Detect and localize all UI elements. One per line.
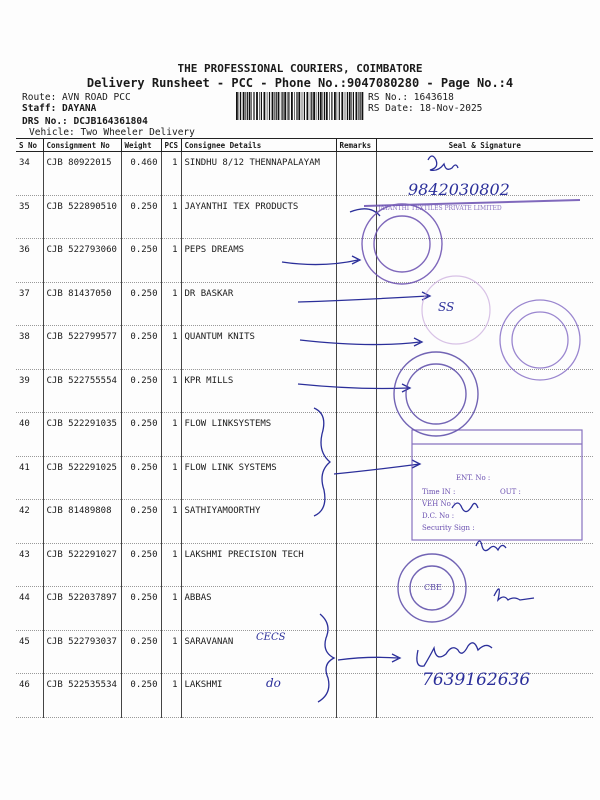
barcode-bar: [339, 92, 340, 120]
cell-seal: [376, 587, 593, 631]
cell-pcs: 1: [161, 456, 181, 500]
cell-cons: CJB 522799577: [43, 326, 121, 370]
barcode-bar: [274, 92, 275, 120]
barcode-bar: [253, 92, 254, 120]
runsheet-title: Delivery Runsheet - PCC - Phone No.:9047080280 - Page No.:4: [86, 76, 514, 90]
barcode-bar: [278, 92, 280, 120]
cell-weight: 0.250: [121, 456, 161, 500]
cell-remarks: [336, 500, 376, 544]
cell-consignee: LAKSHMI PRECISION TECH: [181, 543, 336, 587]
cell-remarks: [336, 413, 376, 457]
barcode-bar: [288, 92, 289, 120]
cell-sno: 34: [16, 152, 43, 196]
col-consignee: Consignee Details: [181, 139, 336, 152]
cell-cons: CJB 522890510: [43, 195, 121, 239]
cell-sno: 42: [16, 500, 43, 544]
cell-pcs: 1: [161, 369, 181, 413]
barcode-bar: [320, 92, 322, 120]
cell-sno: 36: [16, 239, 43, 283]
cell-cons: CJB 522037897: [43, 587, 121, 631]
handwritten-phone-2: 7639162636: [422, 670, 531, 690]
cell-weight: 0.250: [121, 369, 161, 413]
cell-cons: CJB 522793037: [43, 630, 121, 674]
cell-weight: 0.460: [121, 152, 161, 196]
table-row: [16, 630, 593, 674]
cell-seal: [376, 239, 593, 283]
cell-consignee: QUANTUM KNITS: [181, 326, 336, 370]
barcode-bar: [236, 92, 238, 120]
table-row: [16, 413, 593, 457]
cell-cons: CJB 522291025: [43, 456, 121, 500]
barcode-bar: [298, 92, 300, 120]
cell-consignee: SARAVANAN: [181, 630, 336, 674]
barcode-bar: [269, 92, 270, 120]
barcode-bar: [316, 92, 317, 120]
barcode-bar: [324, 92, 325, 120]
barcode-bar: [334, 92, 336, 120]
stamp-ent-no: ENT. No :: [456, 474, 491, 482]
table-row: [16, 195, 593, 239]
cell-weight: 0.250: [121, 195, 161, 239]
drs-label: DRS No.: DCJB164361804: [22, 116, 148, 127]
table-row: [16, 587, 593, 631]
cell-weight: 0.250: [121, 543, 161, 587]
barcode-bar: [310, 92, 311, 120]
cell-weight: 0.250: [121, 326, 161, 370]
table-row: [16, 543, 593, 587]
barcode-bar: [259, 92, 260, 120]
barcode-bar: [304, 92, 305, 120]
barcode-bar: [356, 92, 358, 120]
barcode-bar: [337, 92, 338, 120]
stamp-out: OUT :: [500, 488, 521, 496]
barcode-bar: [362, 92, 364, 120]
cell-cons: CJB 522755554: [43, 369, 121, 413]
cell-sno: 35: [16, 195, 43, 239]
table-row: [16, 369, 593, 413]
cell-remarks: [336, 239, 376, 283]
barcode-bar: [239, 92, 240, 120]
cell-weight: 0.250: [121, 630, 161, 674]
vehicle-label: Vehicle: Two Wheeler Delivery: [29, 127, 195, 138]
cell-cons: CJB 522291035: [43, 413, 121, 457]
cell-pcs: 1: [161, 630, 181, 674]
cell-pcs: 1: [161, 326, 181, 370]
cell-weight: 0.250: [121, 587, 161, 631]
cell-sno: 39: [16, 369, 43, 413]
handwritten-phone-1: 9842030802: [408, 180, 510, 199]
cell-sno: 43: [16, 543, 43, 587]
cell-weight: 0.250: [121, 239, 161, 283]
barcode-bar: [349, 92, 351, 120]
cell-pcs: 1: [161, 195, 181, 239]
barcode-bar: [351, 92, 352, 120]
barcode-bar: [318, 92, 319, 120]
barcode-bar: [281, 92, 282, 120]
barcode-bar: [264, 92, 266, 120]
cell-seal: [376, 326, 593, 370]
cell-pcs: 1: [161, 152, 181, 196]
barcode-bar: [276, 92, 277, 120]
barcode-bar: [307, 92, 309, 120]
barcode-bar: [341, 92, 343, 120]
cell-weight: 0.250: [121, 282, 161, 326]
barcode-bar: [360, 92, 361, 120]
col-weight: Weight: [121, 139, 161, 152]
cell-consignee: SINDHU 8/12 THENNAPALAYAM: [181, 152, 336, 196]
cell-sno: 38: [16, 326, 43, 370]
cell-seal: [376, 630, 593, 674]
barcode-bar: [256, 92, 258, 120]
cell-consignee: PEPS DREAMS: [181, 239, 336, 283]
cell-pcs: 1: [161, 282, 181, 326]
barcode-bar: [311, 92, 312, 120]
barcode-bar: [353, 92, 354, 120]
barcode-bar: [261, 92, 262, 120]
delivery-table: [16, 138, 593, 718]
cell-remarks: [336, 456, 376, 500]
cell-remarks: [336, 152, 376, 196]
cell-consignee: LAKSHMI: [181, 674, 336, 718]
table-row: [16, 326, 593, 370]
cell-pcs: 1: [161, 413, 181, 457]
rs-no-label: RS No.: 1643618: [368, 92, 454, 103]
cell-seal: [376, 282, 593, 326]
barcode-bar: [296, 92, 297, 120]
stamp-cbe-text: CBE: [424, 583, 442, 592]
barcode-bar: [331, 92, 332, 120]
handwritten-do: do: [266, 676, 281, 690]
cell-remarks: [336, 587, 376, 631]
cell-remarks: [336, 543, 376, 587]
cell-consignee: KPR MILLS: [181, 369, 336, 413]
cell-sno: 40: [16, 413, 43, 457]
table-row: [16, 282, 593, 326]
barcode-bar: [284, 92, 286, 120]
col-sno: S No: [16, 139, 43, 152]
handwritten-cecs: CECS: [256, 632, 286, 643]
cell-consignee: DR BASKAR: [181, 282, 336, 326]
barcode-bar: [345, 92, 346, 120]
route-label: Route: AVN ROAD PCC: [22, 92, 131, 103]
cell-sno: 46: [16, 674, 43, 718]
cell-seal: [376, 543, 593, 587]
cell-pcs: 1: [161, 500, 181, 544]
stamp-time-in: Time IN :: [422, 488, 456, 496]
cell-cons: CJB 81437050: [43, 282, 121, 326]
cell-remarks: [336, 282, 376, 326]
cell-weight: 0.250: [121, 674, 161, 718]
cell-pcs: 1: [161, 587, 181, 631]
table-header-row: [16, 139, 593, 152]
cell-remarks: [336, 369, 376, 413]
barcode-bar: [247, 92, 248, 120]
barcode-bar: [294, 92, 295, 120]
barcode-bar: [329, 92, 330, 120]
cell-seal: [376, 413, 593, 457]
barcode-bar: [302, 92, 303, 120]
cell-remarks: [336, 674, 376, 718]
cell-consignee: FLOW LINK SYSTEMS: [181, 456, 336, 500]
col-pcs: PCS: [161, 139, 181, 152]
barcode-bar: [272, 92, 274, 120]
cell-remarks: [336, 326, 376, 370]
cell-seal: [376, 369, 593, 413]
cell-cons: CJB 80922015: [43, 152, 121, 196]
cell-pcs: 1: [161, 239, 181, 283]
barcode-bar: [267, 92, 268, 120]
cell-sno: 44: [16, 587, 43, 631]
barcode-bar: [291, 92, 293, 120]
rs-date-label: RS Date: 18-Nov-2025: [368, 103, 483, 114]
cell-cons: CJB 522291027: [43, 543, 121, 587]
barcode-bar: [287, 92, 288, 120]
cell-consignee: SATHIYAMOORTHY: [181, 500, 336, 544]
stamp-jayanthi-text: JAYANTHI TEXTILES PRIVATE LIMITED: [378, 205, 502, 212]
barcode-bar: [313, 92, 315, 120]
barcode-bar: [347, 92, 348, 120]
stamp-security-sign: Security Sign :: [422, 524, 475, 532]
company-title: THE PROFESSIONAL COURIERS, COIMBATORE: [177, 62, 423, 75]
barcode-bar: [323, 92, 324, 120]
cell-weight: 0.250: [121, 500, 161, 544]
cell-consignee: ABBAS: [181, 587, 336, 631]
cell-consignee: JAYANTHI TEX PRODUCTS: [181, 195, 336, 239]
cell-pcs: 1: [161, 543, 181, 587]
cell-sno: 37: [16, 282, 43, 326]
barcode: [236, 92, 364, 120]
cell-remarks: [336, 630, 376, 674]
cell-seal: [376, 500, 593, 544]
cell-remarks: [336, 195, 376, 239]
cell-cons: CJB 81489808: [43, 500, 121, 544]
cell-cons: CJB 522793060: [43, 239, 121, 283]
cell-pcs: 1: [161, 674, 181, 718]
barcode-bar: [326, 92, 328, 120]
stamp-veh-no: VEH No :: [422, 500, 456, 508]
cell-consignee: FLOW LINKSYSTEMS: [181, 413, 336, 457]
barcode-bar: [358, 92, 359, 120]
col-consignment: Consignment No: [43, 139, 121, 152]
barcode-bar: [245, 92, 246, 120]
cell-sno: 41: [16, 456, 43, 500]
table-row: [16, 500, 593, 544]
table-row: [16, 239, 593, 283]
staff-label: Staff: DAYANA: [22, 103, 97, 114]
cell-seal: [376, 195, 593, 239]
cell-sno: 45: [16, 630, 43, 674]
cell-cons: CJB 522535534: [43, 674, 121, 718]
stamp-dc-no: D.C. No :: [422, 512, 455, 520]
barcode-bar: [249, 92, 251, 120]
barcode-bar: [251, 92, 252, 120]
barcode-bar: [243, 92, 245, 120]
col-seal: Seal & Signature: [376, 139, 593, 152]
col-remarks: Remarks: [336, 139, 376, 152]
barcode-bar: [240, 92, 241, 120]
cell-weight: 0.250: [121, 413, 161, 457]
barcode-bar: [282, 92, 283, 120]
handwritten-ss: SS: [438, 300, 455, 314]
